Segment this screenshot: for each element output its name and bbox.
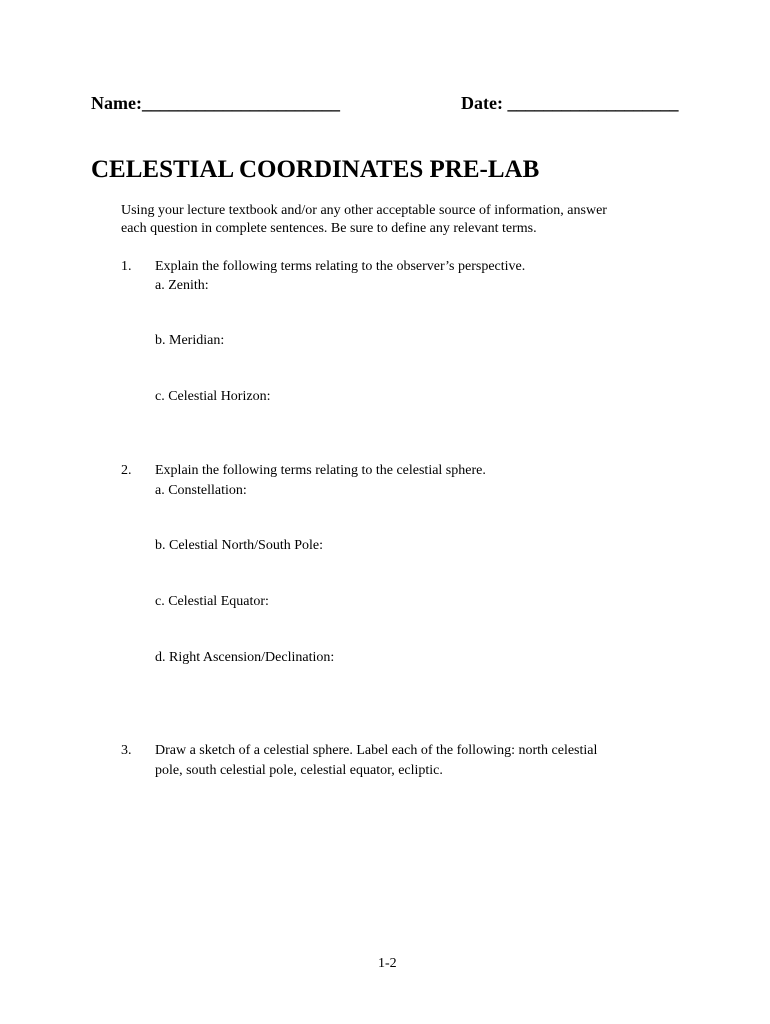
question-3-prompt-line-2: pole, south celestial pole, celestial equator, ecliptic. bbox=[155, 763, 443, 778]
question-2-prompt: Explain the following terms relating to the celestial sphere. bbox=[155, 463, 486, 478]
question-3-number: 3. bbox=[121, 743, 132, 758]
question-2-item-celestial-equator: c. Celestial Equator: bbox=[155, 594, 269, 609]
question-1-item-zenith: a. Zenith: bbox=[155, 278, 209, 293]
question-2-item-celestial-pole: b. Celestial North/South Pole: bbox=[155, 538, 323, 553]
question-2-number: 2. bbox=[121, 463, 132, 478]
date-field: Date: ___________________ bbox=[461, 93, 679, 113]
question-2-item-constellation: a. Constellation: bbox=[155, 483, 247, 498]
intro-line-2: each question in complete sentences. Be sure to define any relevant terms. bbox=[121, 221, 537, 236]
question-3-prompt-line-1: Draw a sketch of a celestial sphere. Label each of the following: north celestial bbox=[155, 743, 598, 758]
page-number: 1-2 bbox=[378, 956, 397, 971]
question-1-prompt: Explain the following terms relating to the observer’s perspective. bbox=[155, 259, 526, 274]
question-1-item-meridian: b. Meridian: bbox=[155, 333, 225, 348]
question-2-item-ra-dec: d. Right Ascension/Declination: bbox=[155, 650, 335, 665]
page-title: CELESTIAL COORDINATES PRE-LAB bbox=[91, 156, 540, 183]
intro-line-1: Using your lecture textbook and/or any other acceptable source of information, answer bbox=[121, 203, 607, 218]
name-field: Name:______________________ bbox=[91, 93, 340, 113]
question-1-number: 1. bbox=[121, 259, 132, 274]
question-1-item-celestial-horizon: c. Celestial Horizon: bbox=[155, 389, 271, 404]
